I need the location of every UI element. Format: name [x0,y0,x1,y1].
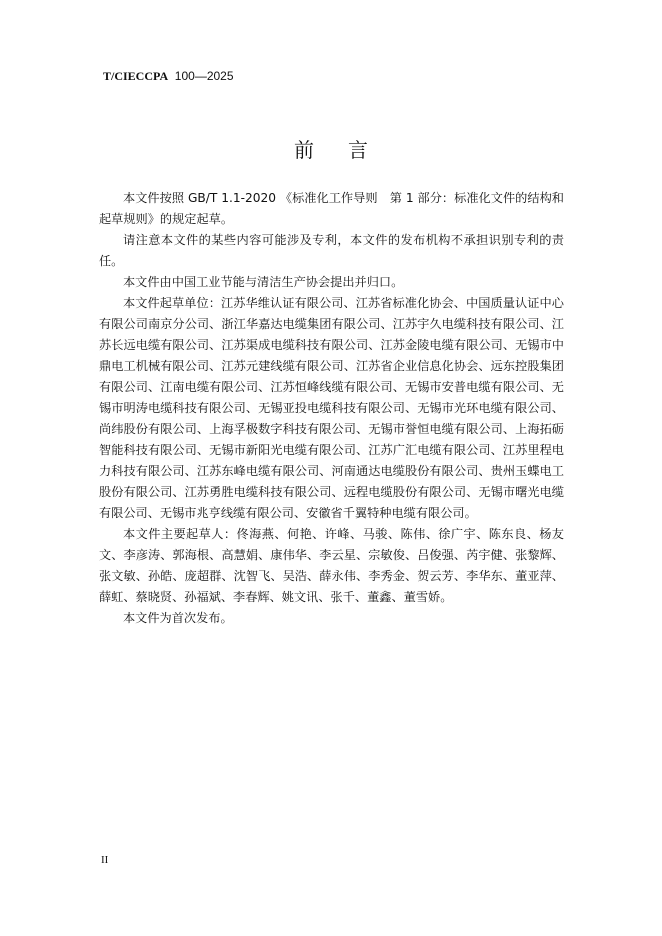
page-number: II [101,854,109,866]
document-header [103,69,234,83]
paragraph-drafting-rules: 本文件按照 GB/T 1.1-2020 《标准化工作导则 第 1 部分：标准化文件的结构和起草规则》的规定起草。 [99,191,564,226]
title-char-1: 前 [294,138,314,162]
paragraph-proposer: 本文件由中国工业节能与清洁生产协会提出并归口。 [123,275,404,289]
standard-code: T/CIECCPA [103,69,169,83]
paragraph-drafters: 本文件主要起草人：佟海燕、何艳、许峰、马骏、陈伟、徐广宇、陈东良、杨友文、李彦涛、郭海根、高慧娟、康伟华、李云星、宗敏俊、吕俊强、芮宇健、张黎辉、张文敏、孙皓、庞超群、沈智飞、吴浩、薛永伟、李秀金、贺云芳、李华东、董亚萍、薛虹、蔡晓贤、孙福斌、李春辉、姚文讯、张千、董鑫、董雪娇。 [99,527,564,604]
foreword-body [99,188,564,629]
title-char-2: 言 [348,138,368,162]
paragraph-first-release: 本文件为首次发布。 [123,611,233,625]
paragraph-patent-notice: 请注意本文件的某些内容可能涉及专利，本文件的发布机构不承担识别专利的责任。 [99,233,564,268]
paragraph-drafting-units: 本文件起草单位：江苏华维认证有限公司、江苏省标准化协会、中国质量认证中心有限公司南京分公司、浙江华嘉达电缆集团有限公司、江苏宇久电缆科技有限公司、江苏长远电缆有限公司、江苏渠成电缆科技有限公司、江苏金陵电缆有限公司、无锡市中鼎电工机械有限公司、江苏元建线缆有限公司、江苏省企业信息化协会、远东控股集团有限公司、江南电缆有限公司、江苏恒峰线缆有限公司、无锡市安普电缆有限公司、无锡市明涛电缆科技有限公司、无锡亚投电缆科技有限公司、无锡市光环电缆有限公司、尚纬股份有限公司、上海孚极数字科技有限公司、无锡市誉恒电缆有限公司、上海拓砺智能科技有限公司、无锡市新阳光电缆有限公司、江苏广汇电缆有限公司、江苏里程电力科技有限公司、江苏东峰电缆有限公司、河南通达电缆股份有限公司、贵州玉蝶电工股份有限公司、江苏勇胜电缆科技有限公司、远程电缆股份有限公司、无锡市曙光电缆有限公司、无锡市兆亨线缆有限公司、安徽省千翼特种电缆有限公司。 [99,296,564,520]
standard-number: 100—2025 [174,69,234,83]
page-title [0,138,662,162]
